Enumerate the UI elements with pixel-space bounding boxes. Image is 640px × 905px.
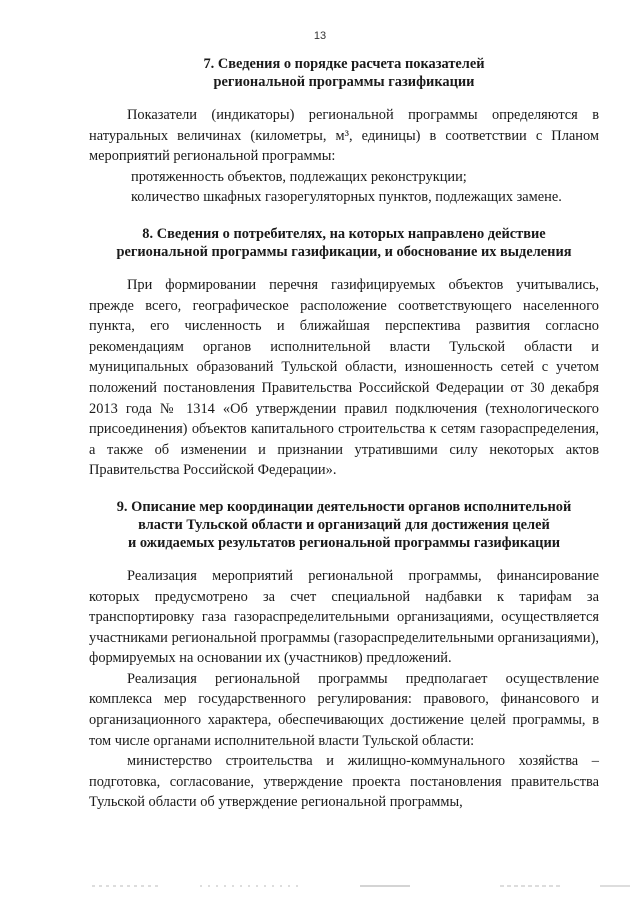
section-7-list-item-2: количество шкафных газорегуляторных пунктов, подлежащих замене.: [131, 189, 562, 206]
section-8: [89, 225, 599, 481]
section-9: [89, 498, 599, 813]
section-9-paragraph-1: Реализация мероприятий региональной программы, финансирование которых предусмотрено за счет специальной надбавки к тарифам за транспортировку газа газораспределительными организациями, осуществляется участниками региональной программы (газораспределительными организациями), формируемых на основании их (участников) предложений.: [89, 567, 599, 667]
section-9-heading-line-2: власти Тульской области и организаций для достижения целей: [138, 516, 550, 533]
document-body: [89, 55, 599, 813]
section-9-paragraph-3: министерство строительства и жилищно-коммунального хозяйства – подготовка, согласование, утверждение проекта постановления правительства Тульской области об утверждение региональной программы,: [89, 753, 599, 811]
section-8-paragraph-1: При формировании перечня газифицируемых объектов учитывались, прежде всего, географическое расположение соответствующего населенного пункта, его численность и ближайшая перспектива развития согласно рекомендациям органов исполнительной власти Тульской области и муниципальных образований Тульской области, изношенность сетей с учетом положений постановления Правительства Российской Федерации от 30 декабря 2013 года № 1314 «Об утверждении правил подключения (технологического присоединения) объектов капитального строительства к сетям газораспределения, а также об изменении и признании утратившими силу некоторых актов Правительства Российской Федерации».: [89, 276, 599, 479]
section-7-paragraph-1: Показатели (индикаторы) региональной программы определяются в натуральных величинах (километры, м³, единицы) в соответствии с Планом мероприятий региональной программы:: [89, 107, 599, 165]
scan-edge-artifacts: [0, 884, 640, 888]
section-9-heading-line-1: 9. Описание мер координации деятельности органов исполнительной: [116, 498, 572, 515]
section-7: [89, 55, 599, 208]
section-8-heading: [89, 225, 599, 261]
section-7-list-item-1: протяженность объектов, подлежащих реконструкции;: [131, 168, 467, 185]
section-8-heading-line-2: региональной программы газификации, и обоснование их выделения: [116, 243, 572, 260]
section-9-paragraph-2: Реализация региональной программы предполагает осуществление комплекса мер государственного регулирования: правового, финансового и организационного характера, обеспечивающих достижение целей программы, в том числе органами исполнительной власти Тульской области:: [89, 670, 599, 749]
section-8-heading-line-1: 8. Сведения о потребителях, на которых направлено действие: [142, 225, 546, 242]
section-9-heading-line-3: и ожидаемых результатов региональной программы газификации: [127, 534, 561, 551]
section-7-heading: [89, 55, 599, 91]
page-number: 13: [313, 30, 327, 42]
section-7-heading-line-2: региональной программы газификации: [213, 74, 475, 90]
section-9-heading: [89, 498, 599, 552]
section-7-heading-line-1: 7. Сведения о порядке расчета показателей: [203, 56, 485, 72]
